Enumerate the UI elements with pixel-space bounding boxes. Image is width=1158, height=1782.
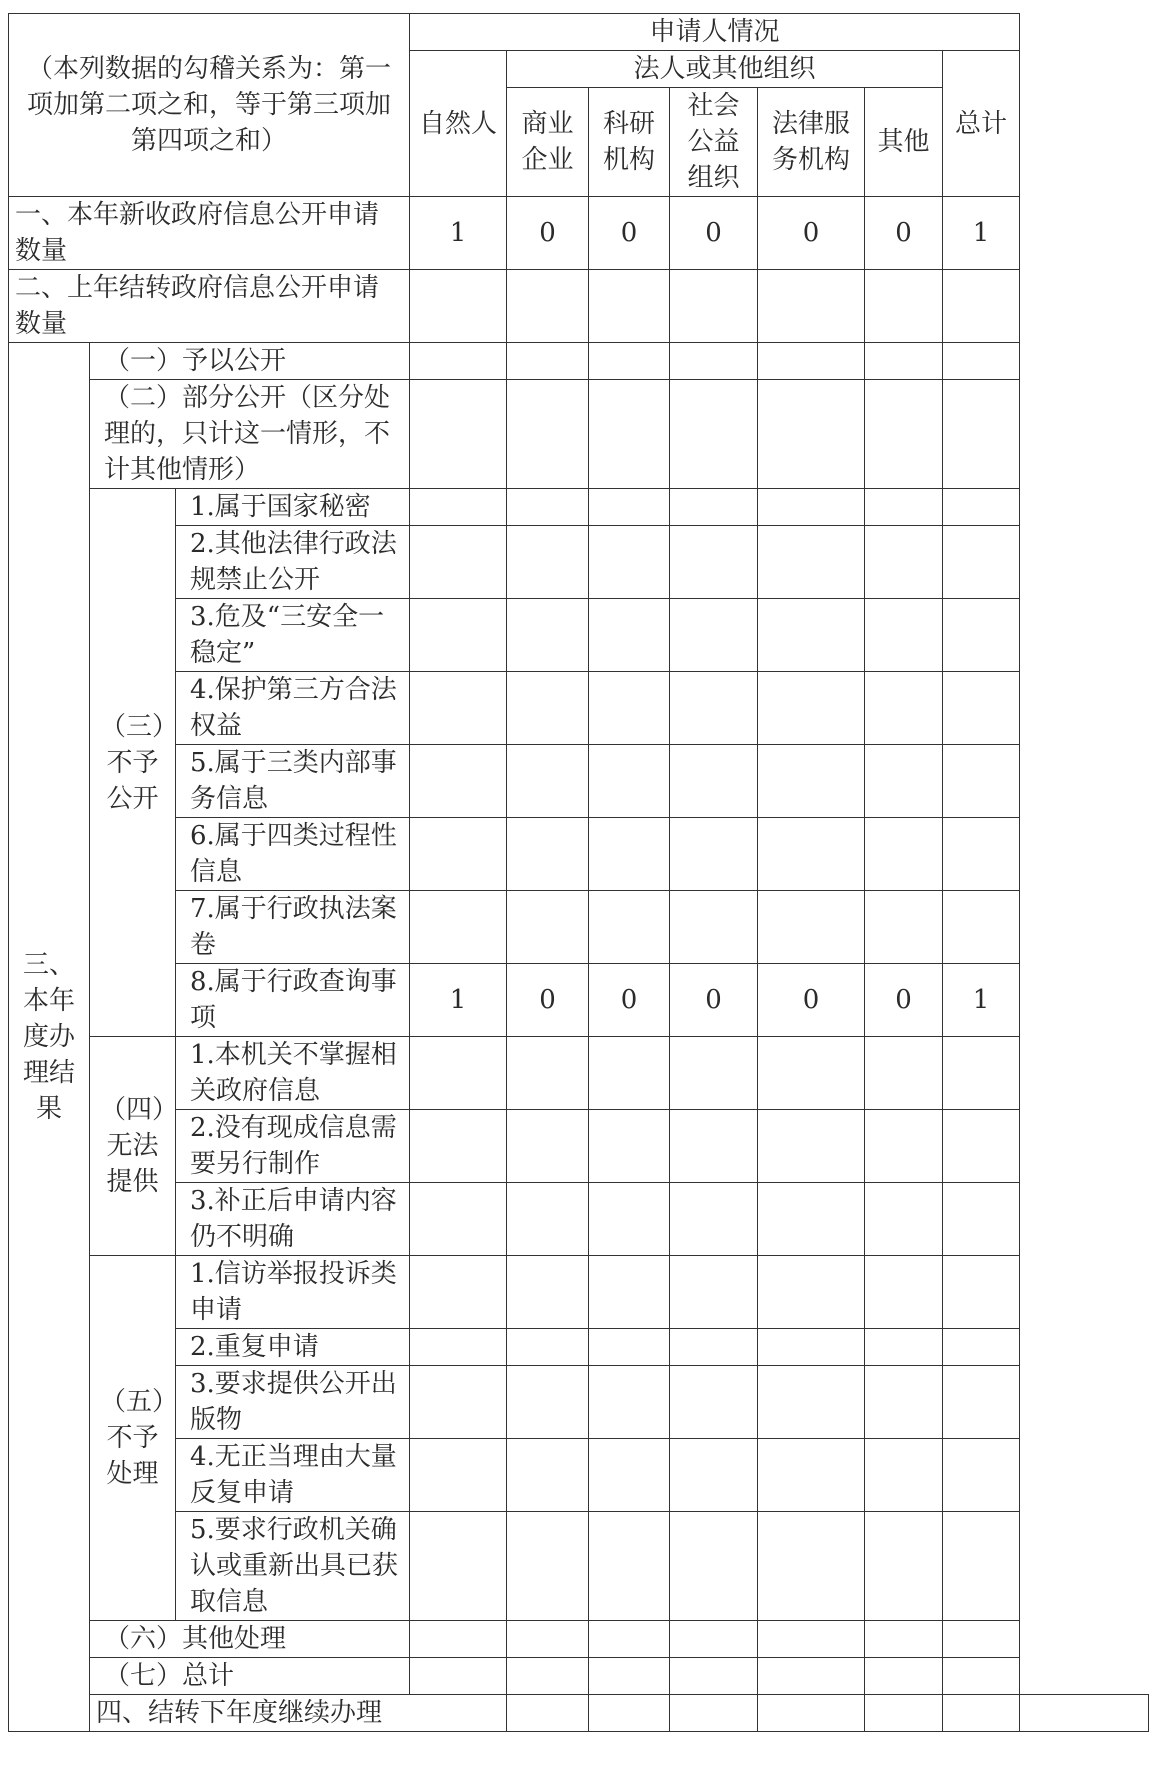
value-cell: [943, 270, 1020, 343]
value-cell: [507, 343, 589, 380]
value-cell: [670, 1621, 758, 1658]
table-row: [9, 1037, 1149, 1110]
value-cell: [507, 1110, 589, 1183]
row-label: 二、上年结转政府信息公开申请数量: [9, 270, 410, 343]
item-label: 8.属于行政查询事项: [176, 964, 410, 1037]
item-label: 4.保护第三方合法权益: [176, 672, 410, 745]
value-cell: [589, 1512, 670, 1621]
value-cell: [758, 270, 865, 343]
value-cell: [758, 1512, 865, 1621]
value-cell: [589, 891, 670, 964]
value-cell: 0: [865, 964, 943, 1037]
value-cell: [507, 1439, 589, 1512]
table-row: [9, 818, 1149, 891]
group-label: （三）不予公开: [90, 489, 176, 1037]
value-cell: [670, 1366, 758, 1439]
value-cell: [410, 891, 507, 964]
value-cell: [670, 1110, 758, 1183]
value-cell: [865, 1621, 943, 1658]
value-cell: [410, 672, 507, 745]
value-cell: [758, 489, 865, 526]
table-row: [9, 1621, 1149, 1658]
group-label: （七）总计: [90, 1658, 410, 1695]
group-label: （六）其他处理: [90, 1621, 410, 1658]
value-cell: [410, 1183, 507, 1256]
value-cell: 0: [589, 197, 670, 270]
value-cell: [589, 745, 670, 818]
value-cell: [943, 1695, 1020, 1732]
value-cell: [670, 1658, 758, 1695]
value-cell: [410, 1439, 507, 1512]
table-row: [9, 1695, 1149, 1732]
value-cell: [589, 599, 670, 672]
table-row: [9, 672, 1149, 745]
item-label: 2.其他法律行政法规禁止公开: [176, 526, 410, 599]
value-cell: [943, 380, 1020, 489]
value-cell: [507, 1512, 589, 1621]
value-cell: [507, 1183, 589, 1256]
value-cell: [410, 745, 507, 818]
value-cell: 0: [507, 964, 589, 1037]
value-cell: [865, 1329, 943, 1366]
value-cell: [410, 526, 507, 599]
group-label: （一）予以公开: [90, 343, 410, 380]
value-cell: 1: [943, 197, 1020, 270]
value-cell: [943, 343, 1020, 380]
value-cell: [670, 1037, 758, 1110]
group-label: （四）无法提供: [90, 1037, 176, 1256]
item-label: 7.属于行政执法案卷: [176, 891, 410, 964]
value-cell: [670, 1512, 758, 1621]
value-cell: [507, 489, 589, 526]
table-row: [9, 599, 1149, 672]
value-cell: [507, 672, 589, 745]
value-cell: [507, 1366, 589, 1439]
value-cell: [865, 745, 943, 818]
value-cell: [758, 1329, 865, 1366]
value-cell: 0: [589, 964, 670, 1037]
table-row: [9, 745, 1149, 818]
table-row: [9, 1183, 1149, 1256]
value-cell: [507, 891, 589, 964]
value-cell: [670, 672, 758, 745]
value-cell: [758, 343, 865, 380]
value-cell: [865, 1110, 943, 1183]
item-label: 5.要求行政机关确认或重新出具已获取信息: [176, 1512, 410, 1621]
value-cell: [507, 270, 589, 343]
value-cell: [943, 745, 1020, 818]
value-cell: [410, 270, 507, 343]
value-cell: [410, 1658, 507, 1695]
value-cell: [943, 1658, 1020, 1695]
value-cell: [507, 1329, 589, 1366]
value-cell: [758, 1366, 865, 1439]
table-row: [9, 1110, 1149, 1183]
table-row: [9, 1366, 1149, 1439]
value-cell: [943, 1183, 1020, 1256]
value-cell: [865, 343, 943, 380]
value-cell: [670, 489, 758, 526]
value-cell: [943, 599, 1020, 672]
item-label: 2.重复申请: [176, 1329, 410, 1366]
total-header: 总计: [943, 51, 1020, 197]
value-cell: 1: [410, 197, 507, 270]
value-cell: [670, 818, 758, 891]
value-cell: [410, 1329, 507, 1366]
value-cell: [589, 1110, 670, 1183]
value-cell: [589, 1366, 670, 1439]
public-welfare-header: 社会公益组织: [670, 88, 758, 197]
value-cell: [758, 1183, 865, 1256]
value-cell: 0: [758, 964, 865, 1037]
value-cell: [1020, 1695, 1149, 1732]
value-cell: [507, 380, 589, 489]
value-cell: [943, 489, 1020, 526]
value-cell: [507, 1256, 589, 1329]
value-cell: 0: [670, 197, 758, 270]
item-label: 1.属于国家秘密: [176, 489, 410, 526]
value-cell: [865, 1366, 943, 1439]
value-cell: [589, 526, 670, 599]
item-label: 3.危及“三安全一稳定”: [176, 599, 410, 672]
value-cell: 0: [670, 964, 758, 1037]
value-cell: [865, 489, 943, 526]
value-cell: [589, 1183, 670, 1256]
value-cell: [865, 672, 943, 745]
item-label: 4.无正当理由大量反复申请: [176, 1439, 410, 1512]
value-cell: [758, 380, 865, 489]
table-row: [9, 489, 1149, 526]
row-label: 四、结转下年度继续办理: [90, 1695, 507, 1732]
value-cell: [589, 1658, 670, 1695]
value-cell: [507, 599, 589, 672]
table-row: [9, 891, 1149, 964]
value-cell: [943, 672, 1020, 745]
value-cell: [410, 343, 507, 380]
item-label: 2.没有现成信息需要另行制作: [176, 1110, 410, 1183]
value-cell: [758, 1695, 865, 1732]
value-cell: [410, 599, 507, 672]
value-cell: [758, 1658, 865, 1695]
value-cell: [670, 1329, 758, 1366]
value-cell: [758, 526, 865, 599]
value-cell: [670, 380, 758, 489]
value-cell: [943, 1329, 1020, 1366]
value-cell: [410, 380, 507, 489]
value-cell: [670, 270, 758, 343]
value-cell: [865, 1658, 943, 1695]
value-cell: [865, 526, 943, 599]
value-cell: [943, 1439, 1020, 1512]
legal-person-group-header: 法人或其他组织: [507, 51, 943, 88]
value-cell: [589, 672, 670, 745]
value-cell: [410, 818, 507, 891]
value-cell: [589, 1329, 670, 1366]
table-row: [9, 1439, 1149, 1512]
value-cell: [758, 1621, 865, 1658]
value-cell: [758, 818, 865, 891]
value-cell: [758, 1256, 865, 1329]
value-cell: [507, 818, 589, 891]
value-cell: [865, 1512, 943, 1621]
value-cell: [865, 1695, 943, 1732]
value-cell: [670, 526, 758, 599]
value-cell: 1: [943, 964, 1020, 1037]
value-cell: 0: [758, 197, 865, 270]
value-cell: [758, 1037, 865, 1110]
value-cell: [589, 818, 670, 891]
value-cell: [758, 1439, 865, 1512]
value-cell: 0: [507, 197, 589, 270]
note-cell: （本列数据的勾稽关系为：第一项加第二项之和，等于第三项加第四项之和）: [9, 14, 410, 197]
value-cell: [670, 599, 758, 672]
value-cell: 1: [410, 964, 507, 1037]
table-row: [9, 270, 1149, 343]
value-cell: [589, 1256, 670, 1329]
value-cell: [865, 1256, 943, 1329]
section-three-label: 三、本年度办理结果: [9, 343, 90, 1732]
value-cell: [507, 745, 589, 818]
value-cell: [507, 526, 589, 599]
item-label: 5.属于三类内部事务信息: [176, 745, 410, 818]
value-cell: [589, 1439, 670, 1512]
value-cell: [758, 599, 865, 672]
value-cell: [943, 818, 1020, 891]
value-cell: [865, 599, 943, 672]
research-header: 科研机构: [589, 88, 670, 197]
natural-person-header: 自然人: [410, 51, 507, 197]
value-cell: [670, 1439, 758, 1512]
value-cell: [865, 818, 943, 891]
value-cell: [865, 380, 943, 489]
value-cell: [507, 1621, 589, 1658]
value-cell: [410, 1366, 507, 1439]
legal-service-header: 法律服务机构: [758, 88, 865, 197]
table-row: [9, 1256, 1149, 1329]
value-cell: [943, 1512, 1020, 1621]
value-cell: [589, 270, 670, 343]
value-cell: [410, 1256, 507, 1329]
value-cell: [758, 891, 865, 964]
value-cell: 0: [865, 197, 943, 270]
table-row: [9, 964, 1149, 1037]
value-cell: [410, 1621, 507, 1658]
value-cell: [670, 745, 758, 818]
table-row: [9, 1512, 1149, 1621]
value-cell: [943, 1037, 1020, 1110]
value-cell: [670, 1256, 758, 1329]
value-cell: [865, 1183, 943, 1256]
value-cell: [410, 1110, 507, 1183]
value-cell: [865, 891, 943, 964]
value-cell: [589, 1621, 670, 1658]
table-row: [9, 1658, 1149, 1695]
value-cell: [410, 1512, 507, 1621]
applicant-situation-header: 申请人情况: [410, 14, 1020, 51]
value-cell: [589, 343, 670, 380]
value-cell: [943, 1621, 1020, 1658]
group-label: （五）不予处理: [90, 1256, 176, 1621]
table-row: [9, 526, 1149, 599]
value-cell: [943, 1256, 1020, 1329]
table-row: [9, 380, 1149, 489]
value-cell: [758, 672, 865, 745]
value-cell: [589, 380, 670, 489]
value-cell: [943, 526, 1020, 599]
value-cell: [758, 1110, 865, 1183]
value-cell: [589, 1037, 670, 1110]
commercial-header: 商业企业: [507, 88, 589, 197]
item-label: 6.属于四类过程性信息: [176, 818, 410, 891]
value-cell: [589, 1695, 670, 1732]
item-label: 3.要求提供公开出版物: [176, 1366, 410, 1439]
value-cell: [670, 891, 758, 964]
item-label: 1.信访举报投诉类申请: [176, 1256, 410, 1329]
value-cell: [670, 1183, 758, 1256]
value-cell: [507, 1658, 589, 1695]
value-cell: [758, 745, 865, 818]
table-row: [9, 197, 1149, 270]
value-cell: [865, 270, 943, 343]
value-cell: [670, 343, 758, 380]
value-cell: [865, 1439, 943, 1512]
item-label: 1.本机关不掌握相关政府信息: [176, 1037, 410, 1110]
value-cell: [410, 489, 507, 526]
government-info-disclosure-table: [8, 13, 1149, 1732]
value-cell: [670, 1695, 758, 1732]
value-cell: [589, 489, 670, 526]
value-cell: [410, 1037, 507, 1110]
group-label: （二）部分公开（区分处理的，只计这一情形，不计其他情形）: [90, 380, 410, 489]
table-row: [9, 343, 1149, 380]
value-cell: [507, 1037, 589, 1110]
value-cell: [865, 1037, 943, 1110]
other-header: 其他: [865, 88, 943, 197]
table-row: [9, 1329, 1149, 1366]
value-cell: [943, 891, 1020, 964]
value-cell: [943, 1110, 1020, 1183]
item-label: 3.补正后申请内容仍不明确: [176, 1183, 410, 1256]
value-cell: [943, 1366, 1020, 1439]
value-cell: [507, 1695, 589, 1732]
row-label: 一、本年新收政府信息公开申请数量: [9, 197, 410, 270]
